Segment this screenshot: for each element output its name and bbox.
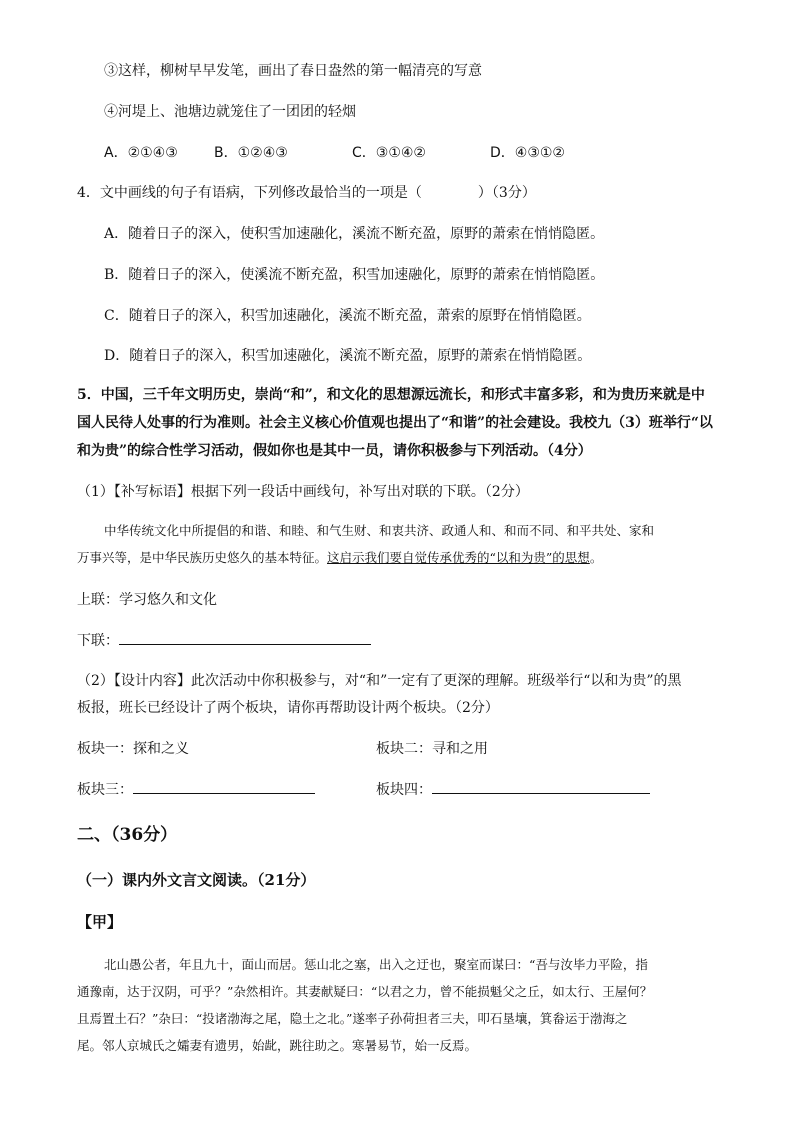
passage-line-1: 北山愚公者，年且九十，面山而居。惩山北之塞，出入之迂也，聚室而谋曰：“吾与汝毕力平险，指 — [104, 957, 648, 972]
section-2-heading: 二、（36分） — [77, 825, 178, 845]
question-4-option-d: D．随着日子的深入，积雪加速融化，溪流不断充盈，原野的萧索在悄悄隐匿。 — [104, 348, 592, 364]
passage-jia-label: 【甲】 — [77, 913, 123, 931]
passage-line-2: 通豫南，达于汉阴，可乎？”杂然相许。其妻献疑曰：“以君之力，曾不能损魁父之丘，如太行、王屋何？ — [77, 984, 653, 999]
quote-plain-text: 万事兴等，是中华民族历史悠久的基本特征。 — [77, 550, 328, 565]
question-4-option-c: C．随着日子的深入，积雪加速融化，溪流不断充盈，萧索的原野在悄悄隐匿。 — [104, 308, 591, 324]
block-two: 板块二：寻和之用 — [376, 741, 488, 757]
block-three-label: 板块三： — [77, 782, 133, 798]
underlined-sentence: 这启示我们要自觉传承优秀的“以和为贵”的思想 — [327, 550, 590, 565]
couplet-lower-label: 下联： — [77, 633, 119, 649]
part-2-line-1: （2）【设计内容】此次活动中你积极参与，对“和”一定有了更深的理解。班级举行“以和为贵”的黑 — [77, 673, 682, 689]
couplet-upper: 上联：学习悠久和文化 — [77, 592, 217, 608]
option-item-3: ③这样，柳树早早发笔，画出了春日盎然的第一幅清亮的写意 — [104, 63, 482, 79]
answer-option-c: C．③①④② — [352, 145, 426, 161]
answer-option-a: A．②①④③ — [104, 145, 178, 161]
passage-line-4: 尾。邻人京城氏之孀妻有遗男，始龀，跳往助之。寒暑易节，始一反焉。 — [77, 1038, 478, 1053]
section-2-subheading: （一）课内外文言文阅读。（21分） — [77, 871, 316, 889]
block-four-label: 板块四： — [376, 782, 432, 798]
question-5-line-2: 国人民待人处事的行为准则。社会主义核心价值观也提出了“和谐”的社会建设。我校九（3）班举行“以 — [77, 415, 713, 431]
question-4-option-a: A．随着日子的深入，使积雪加速融化，溪流不断充盈，原野的萧索在悄悄隐匿。 — [104, 226, 605, 242]
quote-paragraph-line-2 — [77, 548, 602, 566]
question-5-line-3: 和为贵”的综合性学习活动，假如你也是其中一员，请你积极参与下列活动。（4分） — [77, 443, 592, 459]
quote-end-mark: 。 — [589, 550, 603, 565]
question-5-line-1: 5．中国，三千年文明历史，崇尚“和”，和文化的思想源远流长，和形式丰富多彩，和为贵历来就是中 — [77, 387, 705, 403]
option-item-4: ④河堤上、池塘边就笼住了一团团的轻烟 — [104, 104, 356, 120]
question-4-option-b: B．随着日子的深入，使溪流不断充盈，积雪加速融化，原野的萧索在悄悄隐匿。 — [104, 267, 605, 283]
question-4-stem: 4．文中画线的句子有语病，下列修改最恰当的一项是（ ）（3分） — [77, 185, 536, 201]
quote-paragraph-line-1: 中华传统文化中所提倡的和谐、和睦、和气生财、和衷共济、政通人和、和而不同、和平共处、家和 — [104, 523, 655, 538]
block-three-blank[interactable] — [133, 779, 315, 794]
answer-option-d: D．④③①② — [490, 145, 565, 161]
passage-line-3: 且焉置土石？”杂曰：“投诸渤海之尾，隐土之北。”遂率子孙荷担者三夫，叩石垦壤，箕畚运于渤海之 — [77, 1011, 628, 1026]
part-1-heading: （1）【补写标语】根据下列一段话中画线句，补写出对联的下联。（2分） — [77, 484, 529, 500]
block-four-blank[interactable] — [432, 779, 650, 794]
part-2-line-2: 板报，班长已经设计了两个板块，请你再帮助设计两个板块。（2分） — [77, 700, 499, 716]
block-one: 板块一：探和之义 — [77, 741, 189, 757]
answer-option-b: B．①②④③ — [214, 145, 288, 161]
block-four-row — [376, 779, 650, 799]
couplet-lower-row — [77, 630, 371, 650]
couplet-lower-blank[interactable] — [119, 630, 371, 645]
block-three-row — [77, 779, 315, 799]
